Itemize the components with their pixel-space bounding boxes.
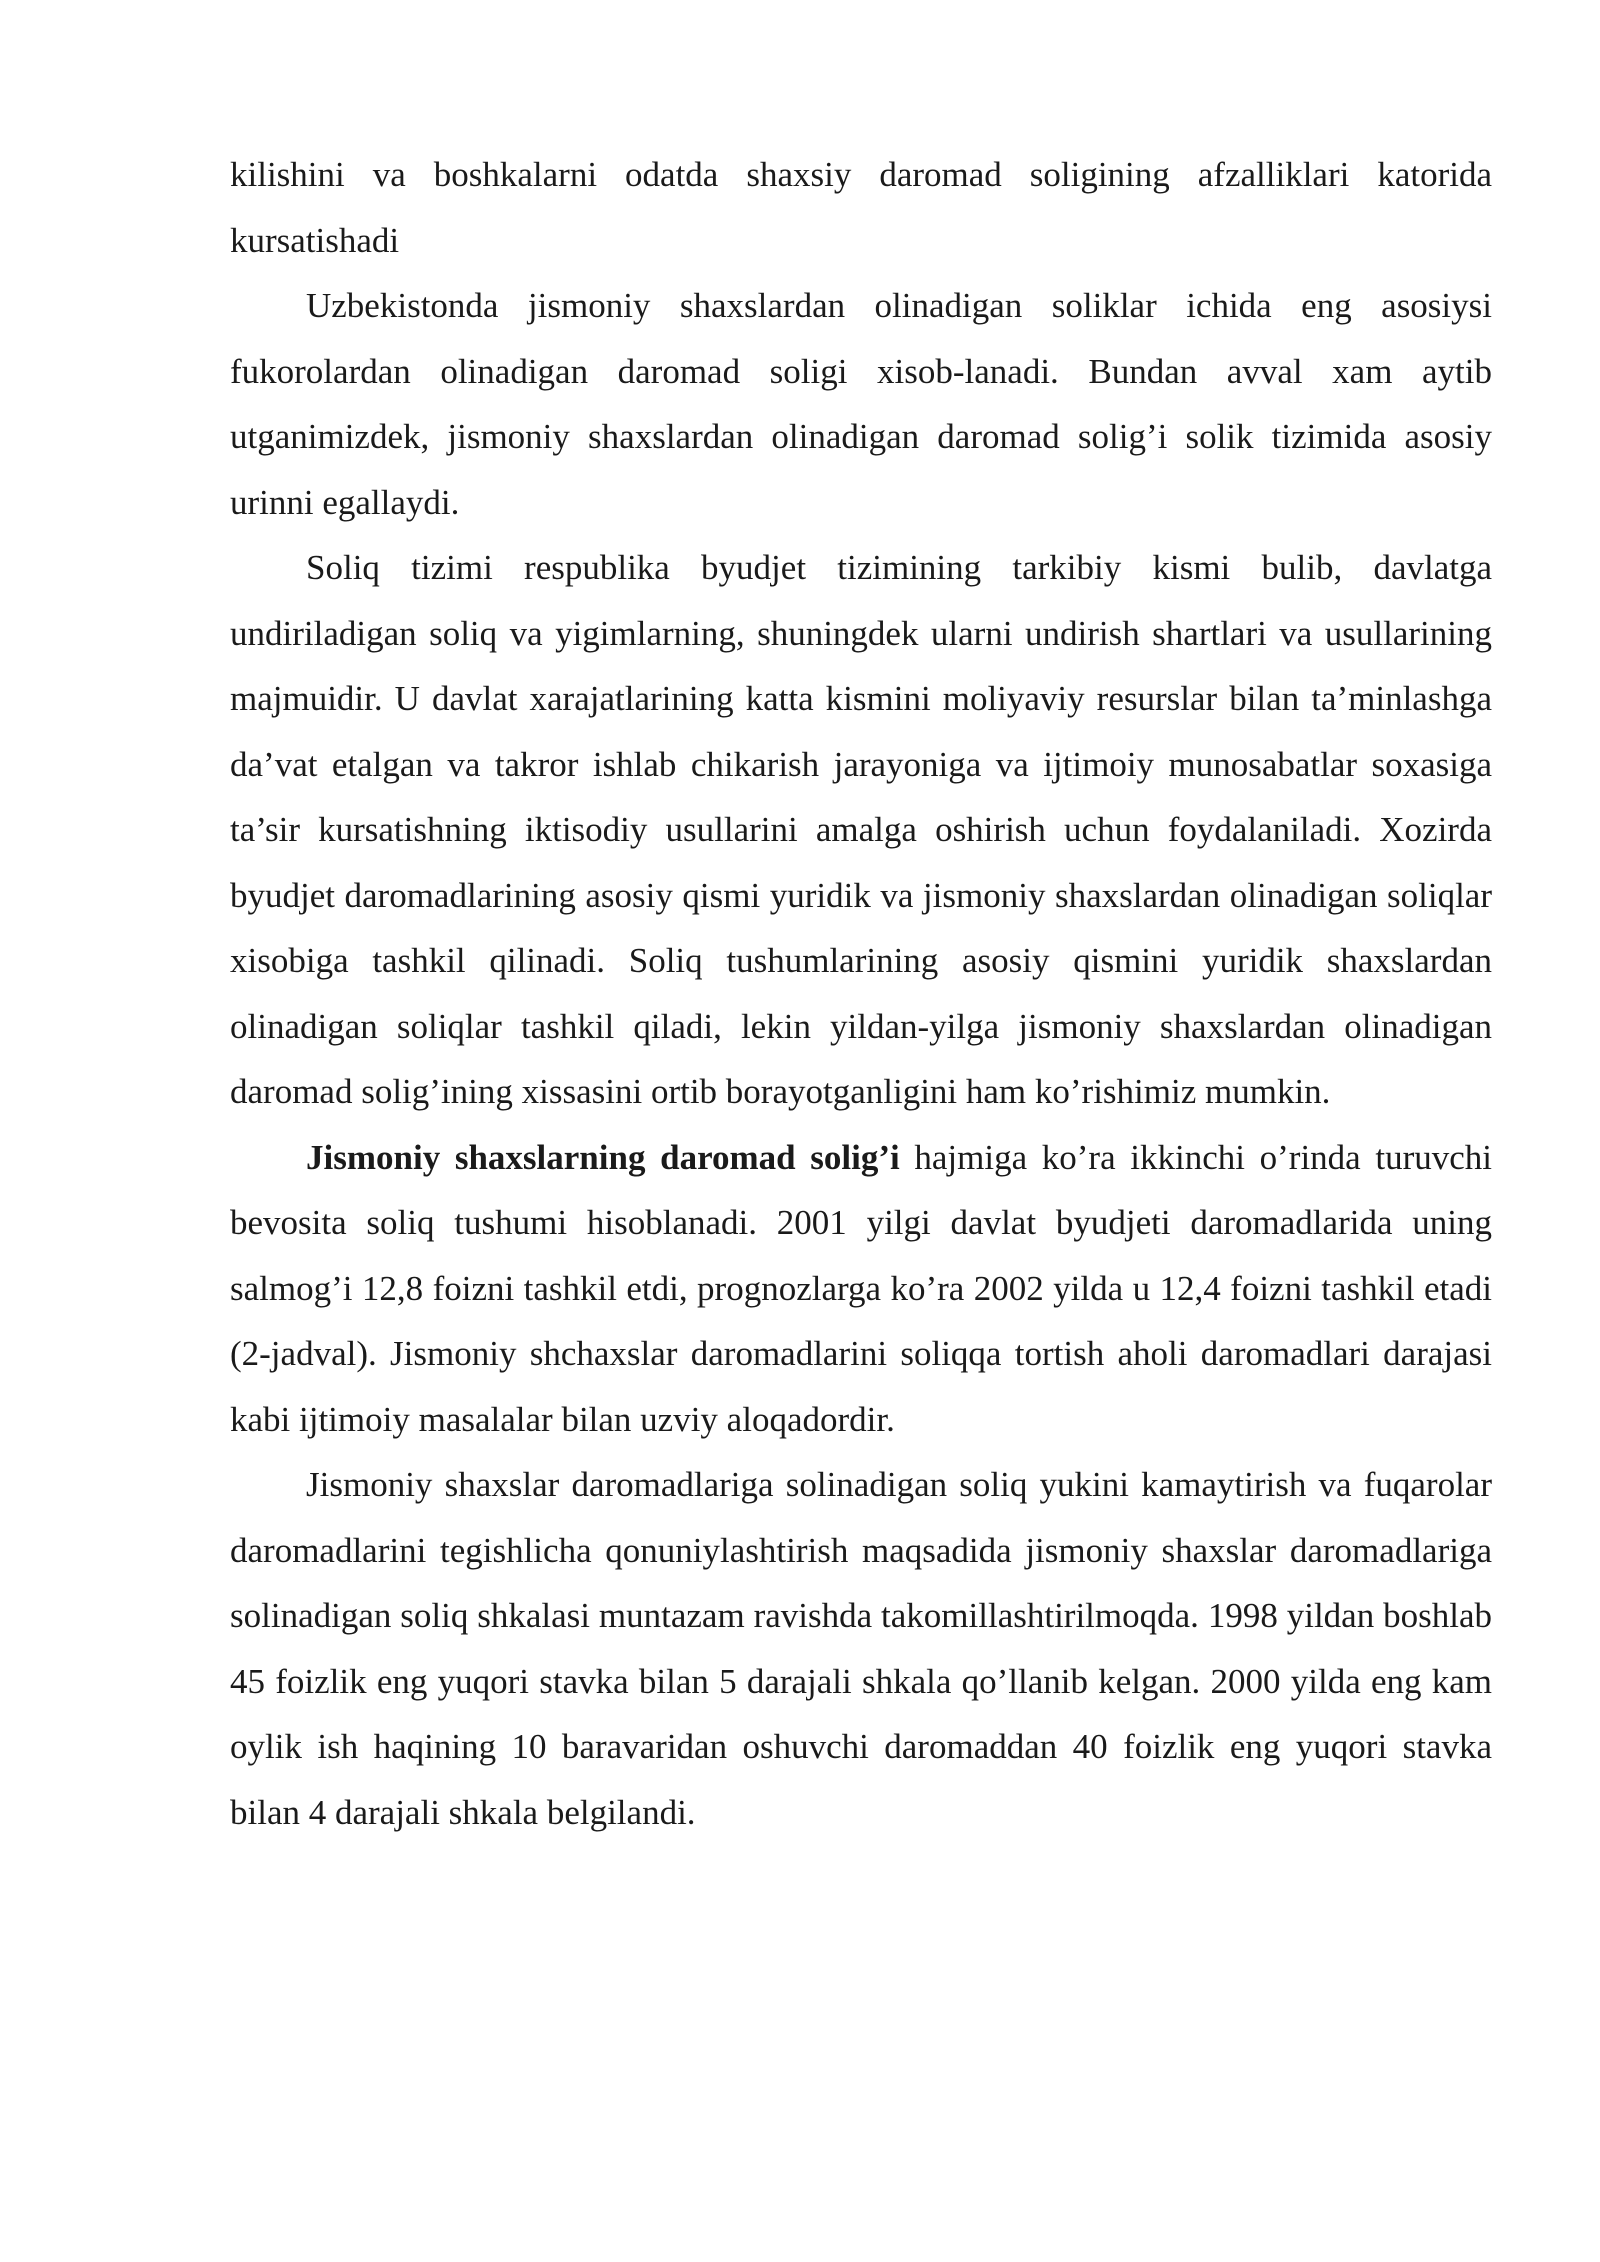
paragraph-income-tax-body: hajmiga ko’ra ikkinchi o’rinda turuvchi bevosita soliq tushumi hisoblanadi. 2001 yilgi davlat byudjeti daromadlarida uning salmog’i 12,8 foizni tashkil etdi, prognozlarga ko’ra 2002 yilda u 12,4 foizni tashkil etadi (2-jadval). Jismoniy shchaxslar daromadlarini soliqqa tortish aholi daromadlari darajasi kabi ijtimoiy masalalar bilan uzviy aloqadordir. — [230, 1137, 1492, 1439]
document-page — [230, 142, 1492, 1845]
paragraph-tax-scale: Jismoniy shaxslar daromadlariga solinadigan soliq yukini kamaytirish va fuqarolar daromadlarini tegishlicha qonuniylashtirish maqsadida jismoniy shaxslar daromadlariga solinadigan soliq shkalasi muntazam ravishda takomillashtirilmoqda. 1998 yildan boshlab 45 foizlik eng yuqori stavka bilan 5 darajali shkala qo’llanib kelgan. 2000 yilda eng kam oylik ish haqining 10 baravaridan oshuvchi daromaddan 40 foizlik eng yuqori stavka bilan 4 darajali shkala belgilandi. — [230, 1465, 1492, 1832]
paragraph-tax-system: Soliq tizimi respublika byudjet tizimining tarkibiy kismi bulib, davlatga undiriladigan soliq va yigimlarning, shuningdek ularni undirish shartlari va usullarining majmuidir. U davlat xarajatlarining katta kismini moliyaviy resurslar bilan ta’minlashga da’vat etalgan va takror ishlab chikarish jarayoniga va ijtimoiy munosabatlar soxasiga ta’sir kursatishning iktisodiy usullarini amalga oshirish uchun foydalaniladi. Xozirda byudjet daromadlarining asosiy qismi yuridik va jismoniy shaxslardan olinadigan soliqlar xisobiga tashkil qilinadi. Soliq tushumlarining asosiy qismini yuridik shaxslardan olinadigan soliqlar tashkil qiladi, lekin yildan-yilga jismoniy shaxslardan olinadigan daromad solig’ining xissasini ortib borayotganligini ham ko’rishimiz mumkin. — [230, 548, 1492, 1111]
paragraph-income-tax — [230, 1125, 1492, 1453]
paragraph-continuation: kilishini va boshkalarni odatda shaxsiy daromad soligining afzalliklari katorida kursatishadi — [230, 155, 1492, 260]
bold-term: Jismoniy shaxslarning daromad solig’i — [306, 1137, 900, 1177]
paragraph-tax-uzbekistan: Uzbekistonda jismoniy shaxslardan olinadigan soliklar ichida eng asosiysi fukorolardan olinadigan daromad soligi xisob-lanadi. Bundan avval xam aytib utganimizdek, jismoniy shaxslardan olinadigan daromad solig’i solik tizimida asosiy urinni egallaydi. — [230, 286, 1492, 522]
